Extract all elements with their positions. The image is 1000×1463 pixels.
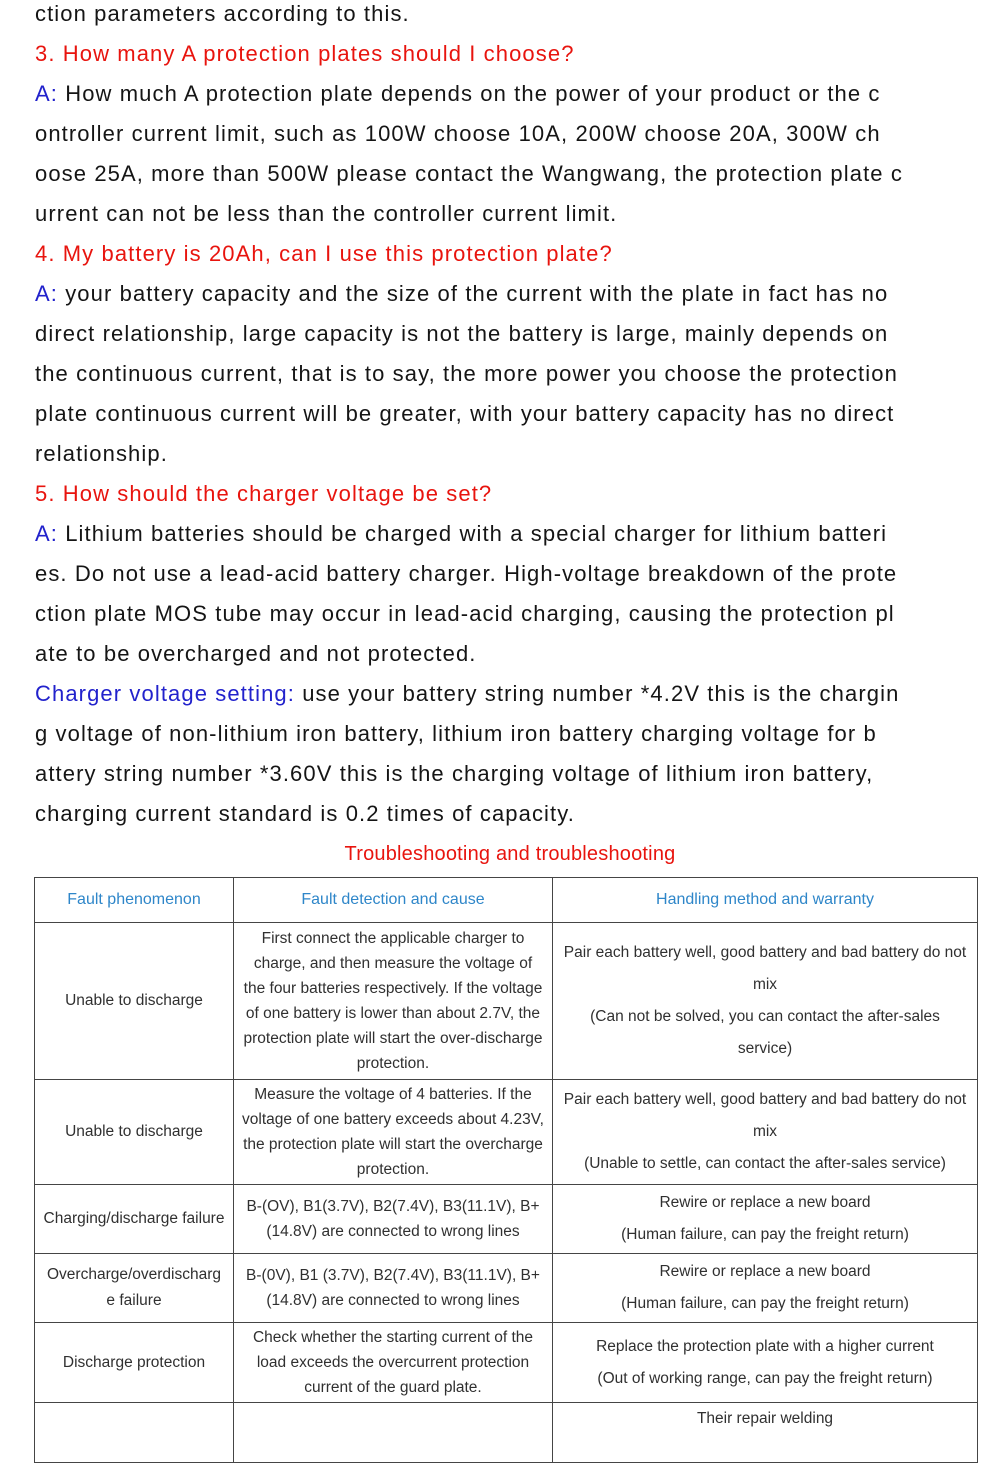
handling-paragraph: (Human failure, can pay the freight return) — [621, 1226, 909, 1243]
fault-detection-cause-cell: Check whether the starting current of the load exceeds the overcurrent protection current of the guard plate. — [234, 1323, 553, 1403]
handling-paragraph: (Out of working range, can pay the freight return) — [597, 1369, 933, 1387]
question-heading: 5. How should the charger voltage be set? — [35, 481, 493, 506]
text-line: A: How much A protection plate depends on the power of your product or the c — [35, 81, 881, 106]
colored-prefix: A: — [35, 521, 58, 546]
text-line: oose 25A, more than 500W please contact the Wangwang, the protection plate c — [35, 161, 903, 186]
text-line: Charger voltage setting: use your battery string number *4.2V this is the chargin — [35, 681, 900, 706]
handling-paragraph: Rewire or replace a new board — [659, 1194, 871, 1211]
handling-paragraph: Pair each battery well, good battery and bad battery do not mix — [563, 944, 967, 993]
colored-prefix: Charger voltage setting: — [35, 681, 295, 706]
handling-paragraph: (Human failure, can pay the freight return) — [621, 1295, 909, 1312]
handling-paragraph: Their repair welding — [696, 1410, 834, 1427]
fault-phenomenon-cell: Unable to discharge — [35, 1080, 234, 1185]
header-fault-detection-cause: Fault detection and cause — [234, 878, 553, 923]
fault-phenomenon-cell: Charging/discharge failure — [35, 1185, 234, 1254]
document-text — [35, 0, 985, 874]
fault-detection-cause-cell: First connect the applicable charger to charge, and then measure the voltage of the four batteries respectively. If the voltage of one battery is lower than about 2.7V, the protection plate will start the over-discharge protection. — [234, 923, 553, 1080]
fault-detection-cause-cell: B-(0V), B1 (3.7V), B2(7.4V), B3(11.1V), B+(14.8V) are connected to wrong lines — [234, 1254, 553, 1323]
question-heading: 4. My battery is 20Ah, can I use this protection plate? — [35, 241, 613, 266]
table-row — [35, 1254, 978, 1323]
fault-table-body — [35, 923, 978, 1463]
fault-phenomenon-cell: Discharge protection — [35, 1323, 234, 1403]
fault-phenomenon-cell: Unable to discharge — [35, 923, 234, 1080]
handling-paragraph: Rewire or replace a new board — [659, 1263, 871, 1280]
text-line: g voltage of non-lithium iron battery, lithium iron battery charging voltage for b — [35, 721, 877, 746]
table-row — [35, 1323, 978, 1403]
fault-detection-cause-cell: Measure the voltage of 4 batteries. If the voltage of one battery exceeds about 4.23V, the protection plate will start the overcharge protection. — [234, 1080, 553, 1185]
question-heading: 3. How many A protection plates should I choose? — [35, 41, 575, 66]
table-row — [35, 923, 978, 1080]
text-line: urrent can not be less than the controller current limit. — [35, 201, 618, 226]
text-line: plate continuous current will be greater, with your battery capacity has no direct — [35, 401, 895, 426]
text-line: relationship. — [35, 441, 168, 466]
handling-method-cell — [553, 1323, 978, 1403]
handling-method-cell — [553, 923, 978, 1080]
text-line: the continuous current, that is to say, the more power you choose the protection — [35, 361, 898, 386]
text-line: ate to be overcharged and not protected. — [35, 641, 477, 666]
fault-phenomenon-cell: Overcharge/overdischarge failure — [35, 1254, 234, 1323]
header-fault-phenomenon: Fault phenomenon — [35, 878, 234, 923]
colored-prefix: A: — [35, 281, 58, 306]
handling-paragraph: Replace the protection plate with a higher current — [596, 1337, 934, 1355]
fault-detection-cause-cell — [234, 1403, 553, 1463]
table-section-title: Troubleshooting and troubleshooting — [344, 843, 676, 865]
header-handling-warranty: Handling method and warranty — [553, 878, 978, 923]
fault-phenomenon-cell — [35, 1403, 234, 1463]
table-row — [35, 1403, 978, 1463]
table-row — [35, 1185, 978, 1254]
text-line: direct relationship, large capacity is not the battery is large, mainly depends on — [35, 321, 889, 346]
handling-paragraph: (Can not be solved, you can contact the after-sales service) — [590, 1008, 940, 1057]
text-line: attery string number *3.60V this is the charging voltage of lithium iron battery, — [35, 761, 874, 786]
handling-method-cell — [553, 1254, 978, 1323]
text-line: A: your battery capacity and the size of the current with the plate in fact has no — [35, 281, 889, 306]
text-line: es. Do not use a lead-acid battery charger. High-voltage breakdown of the prote — [35, 561, 898, 586]
text-line: ontroller current limit, such as 100W choose 10A, 200W choose 20A, 300W ch — [35, 121, 881, 146]
table-row — [35, 1080, 978, 1185]
text-line: ction plate MOS tube may occur in lead-acid charging, causing the protection pl — [35, 601, 895, 626]
handling-paragraph: Pair each battery well, good battery and bad battery do not mix — [563, 1091, 967, 1140]
fault-detection-cause-cell: B-(OV), B1(3.7V), B2(7.4V), B3(11.1V), B+(14.8V) are connected to wrong lines — [234, 1185, 553, 1254]
text-line: charging current standard is 0.2 times of capacity. — [35, 801, 575, 826]
text-line: A: Lithium batteries should be charged with a special charger for lithium batteri — [35, 521, 888, 546]
handling-method-cell — [553, 1185, 978, 1254]
handling-paragraph: (Unable to settle, can contact the after-sales service) — [584, 1155, 946, 1172]
troubleshooting-table — [34, 877, 978, 1463]
table-header-row — [35, 878, 978, 923]
text-line: ction parameters according to this. — [35, 1, 410, 26]
handling-method-cell — [553, 1403, 978, 1463]
handling-method-cell — [553, 1080, 978, 1185]
colored-prefix: A: — [35, 81, 58, 106]
